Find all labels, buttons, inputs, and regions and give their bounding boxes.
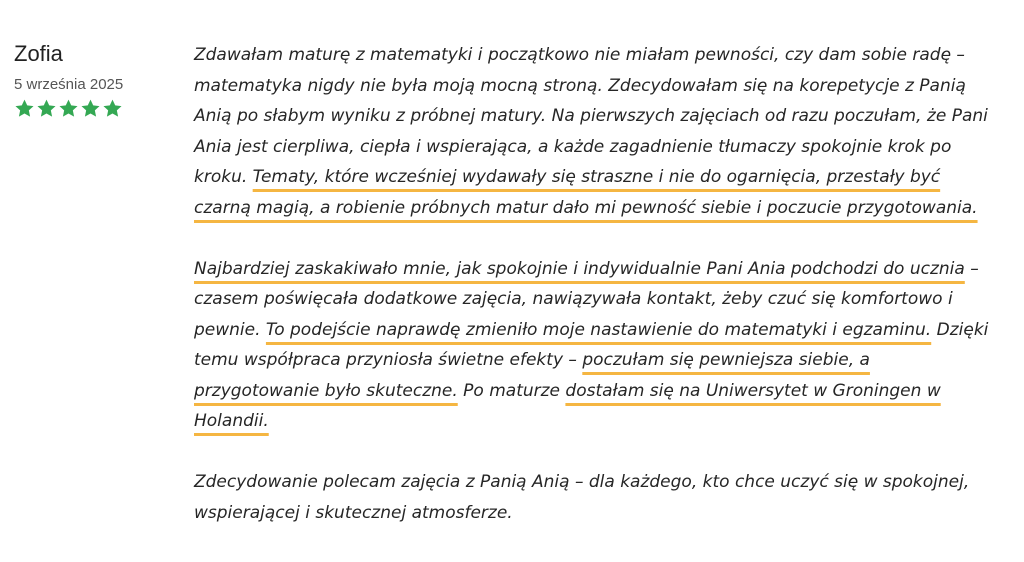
star-icon: [102, 98, 123, 119]
star-icon: [36, 98, 57, 119]
highlighted-text: dostałam się na Uniwersytet w Groningen w Holandii.: [194, 380, 941, 431]
review-text-segment: Zdecydowanie polecam zajęcia z Panią Anią – dla każdego, kto chce uczyć się w spokojnej, wspierającej i skutecznej atmosferze.: [194, 472, 970, 523]
highlighted-text: poczułam się pewniejsza siebie, a przygotowanie było skuteczne.: [194, 350, 870, 401]
review-text-segment: – czasem poświęcała dodatkowe zajęcia, nawiązywała kontakt, żeby czuć się komfortowo i pewnie.: [194, 258, 979, 340]
star-icon: [58, 98, 79, 119]
highlighted-text: To podejście naprawdę zmieniło moje nastawienie do matematyki i egzaminu.: [265, 319, 932, 340]
reviewer-name: Zofia: [14, 41, 63, 66]
star-icon: [80, 98, 101, 119]
review-text-segment: Dzięki temu współpraca przyniosła świetne efekty –: [194, 319, 989, 370]
review-date: 5 września 2025: [14, 76, 124, 93]
star-rating: [14, 98, 184, 119]
review-text: [194, 40, 994, 559]
review-text-segment: Po maturze: [457, 380, 566, 401]
review-paragraph: [194, 40, 994, 223]
review-text-segment: Zdawałam maturę z matematyki i początkowo nie miałam pewności, czy dam sobie radę – matematyka nigdy nie była moją mocną stroną. Zdecydowałam się na korepetycje z Panią Anią po słabym wyniku z próbnej matury. Na pierwszych zajęciach od razu poczułam, że Pani Ania jest cierpliwa, ciepła i wspierająca, a każde zagadnienie tłumaczy spokojnie krok po kroku.: [194, 45, 988, 187]
review-paragraph: [194, 467, 994, 528]
highlighted-text: Najbardziej zaskakiwało mnie, jak spokojnie i indywidualnie Pani Ania podchodzi do ucznia: [194, 258, 965, 279]
reviewer-info: [14, 40, 184, 119]
highlighted-text: Tematy, które wcześniej wydawały się straszne i nie do ogarnięcia, przestały być czarną magią, a robienie próbnych matur dało mi pewność siebie i poczucie przygotowania.: [194, 167, 978, 218]
star-icon: [14, 98, 35, 119]
review-paragraph: [194, 254, 994, 437]
